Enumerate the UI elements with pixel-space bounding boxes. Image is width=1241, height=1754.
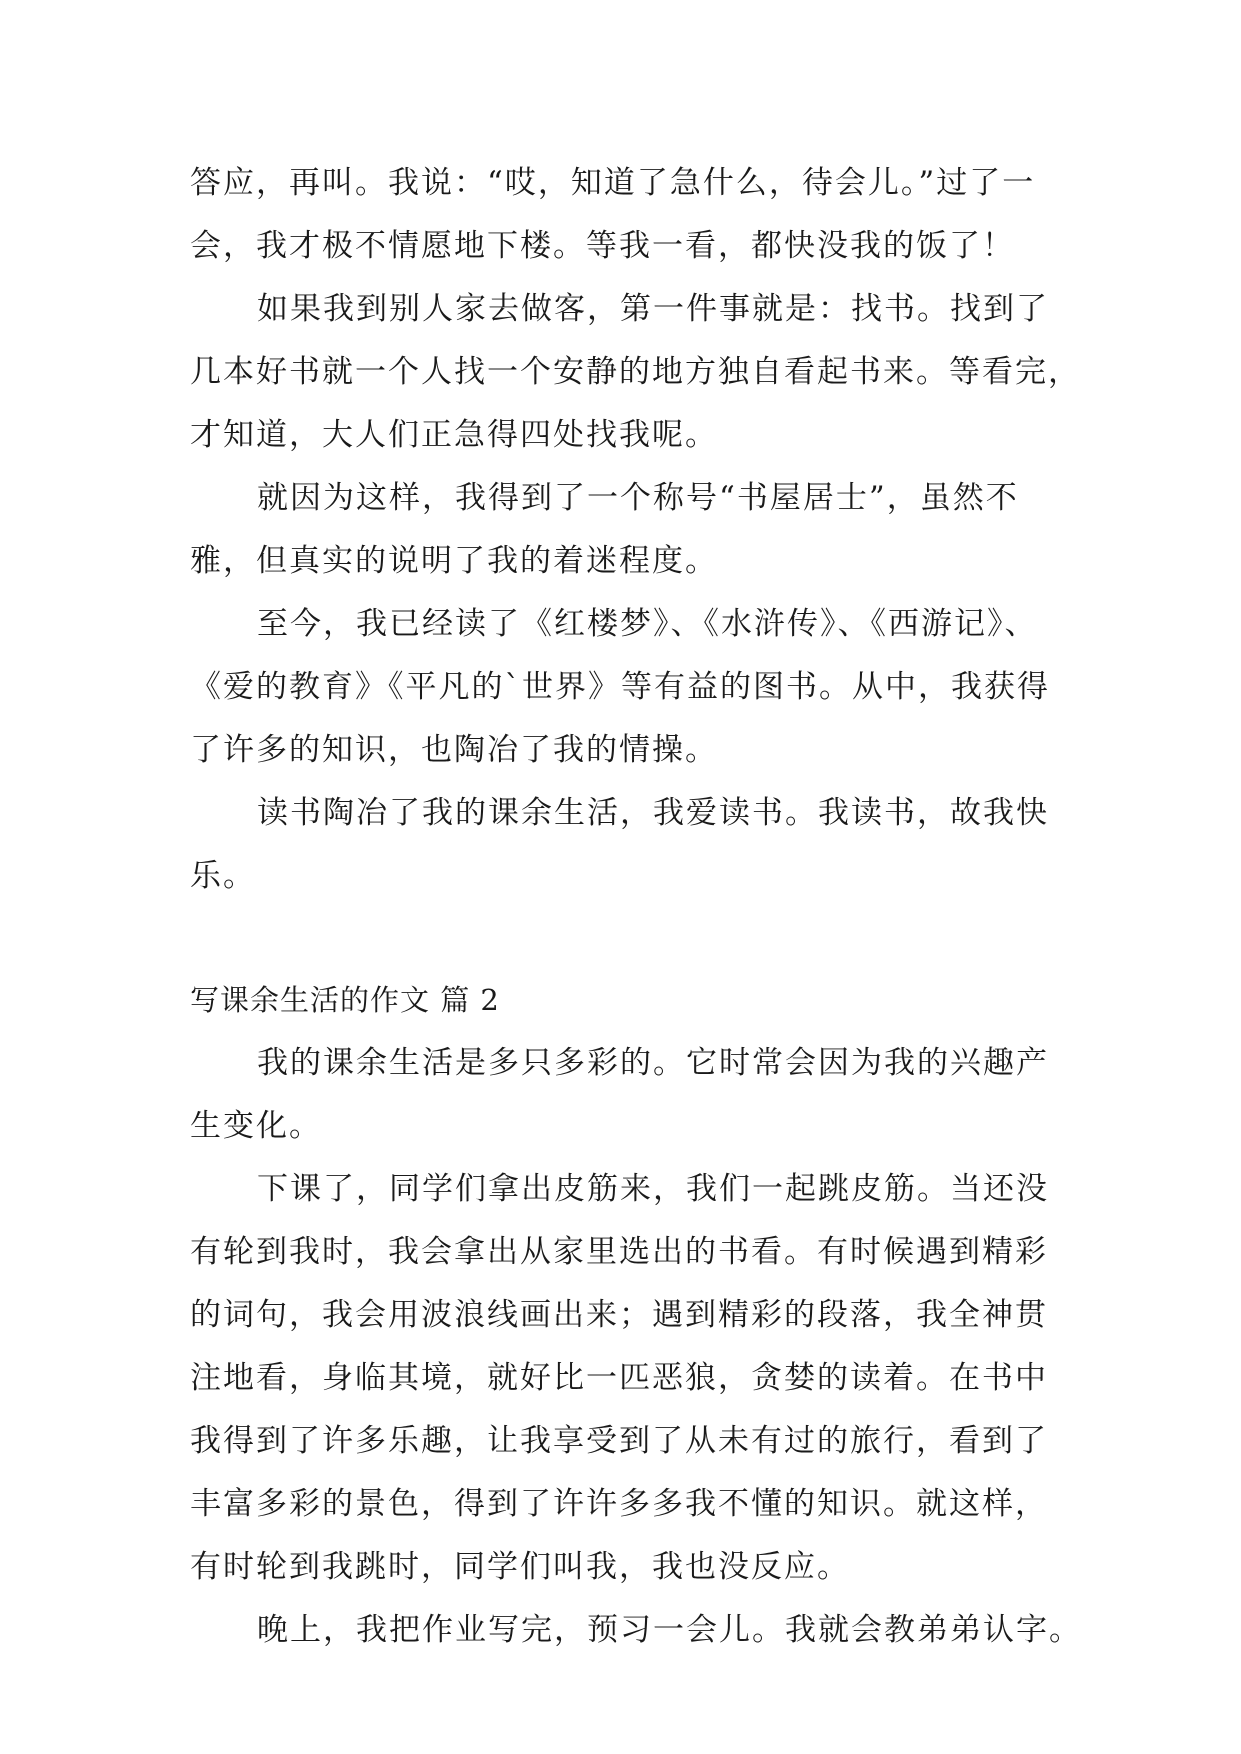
text-line: 有轮到我时，我会拿出从家里选出的书看。有时候遇到精彩 <box>190 1234 1048 1270</box>
paragraph-first-line: 我的课余生活是多只多彩的。它时常会因为我的兴趣产 <box>257 1045 1049 1081</box>
text-line: 我得到了许多乐趣，让我享受到了从未有过的旅行，看到了 <box>190 1423 1048 1459</box>
text-line: 有时轮到我跳时，同学们叫我，我也没反应。 <box>190 1549 850 1585</box>
text-line: 丰富多彩的景色，得到了许许多多我不懂的知识。就这样， <box>190 1486 1048 1522</box>
text-line: 的词句，我会用波浪线画出来；遇到精彩的段落，我全神贯 <box>190 1297 1048 1333</box>
paragraph-first-line: 下课了，同学们拿出皮筋来，我们一起跳皮筋。当还没 <box>257 1171 1049 1207</box>
text-line: 几本好书就一个人找一个安静的地方独自看起书来。等看完， <box>190 354 1081 390</box>
text-line: 生变化。 <box>190 1108 322 1144</box>
paragraph-first-line: 如果我到别人家去做客，第一件事就是：找书。找到了 <box>257 291 1049 327</box>
text-line: 会，我才极不情愿地下楼。等我一看，都快没我的饭了！ <box>190 228 1015 264</box>
text-line: 注地看，身临其境，就好比一匹恶狼，贪婪的读着。在书中 <box>190 1360 1048 1396</box>
paragraph-first-line: 晚上，我把作业写完，预习一会儿。我就会教弟弟认字。 <box>257 1612 1082 1648</box>
text-line: 乐。 <box>190 858 256 894</box>
text-line: 了许多的知识，也陶冶了我的情操。 <box>190 732 718 768</box>
paragraph-first-line: 读书陶冶了我的课余生活，我爱读书。我读书，故我快 <box>257 795 1049 831</box>
paragraph-first-line: 至今，我已经读了《红楼梦》、《水浒传》、《西游记》、 <box>257 606 1038 642</box>
text-line: 答应，再叫。我说：“哎，知道了急什么，待会儿。”过了一 <box>190 165 1036 201</box>
paragraph-first-line: 就因为这样，我得到了一个称号“书屋居士”，虽然不 <box>257 480 1019 516</box>
section-heading: 写课余生活的作文 篇 2 <box>190 983 500 1017</box>
text-line: 《爱的教育》《平凡的`世界》等有益的图书。从中，我获得 <box>190 669 1050 705</box>
text-line: 雅，但真实的说明了我的着迷程度。 <box>190 543 718 579</box>
text-line: 才知道，大人们正急得四处找我呢。 <box>190 417 718 453</box>
